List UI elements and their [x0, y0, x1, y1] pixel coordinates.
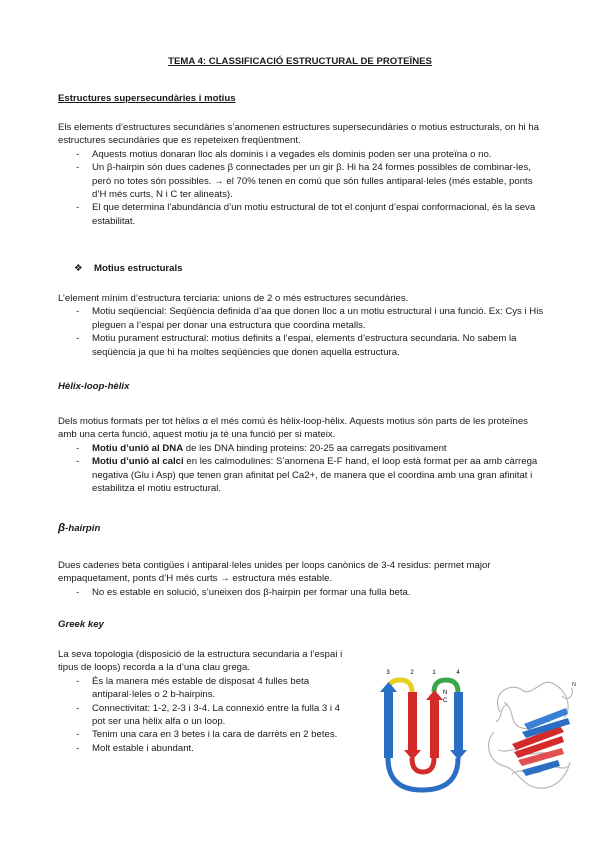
ribbon-n-label: N [572, 682, 576, 688]
term-dna-binding: Motiu d’unió al DNA [92, 442, 184, 454]
list-item: - Motiu purament estructural: motius definits a l’espai, elements d’estructura secundaria. No sabem la seqüència ja que hi ha moltes seqüències que donen aquella estructura. [58, 332, 546, 359]
section-supersecondary-body [58, 121, 546, 228]
section-heading-greek-key: Greek key [58, 619, 104, 630]
list-item [58, 442, 546, 455]
list-motifs [58, 305, 546, 359]
list-hlh [58, 442, 546, 496]
heading-rest: -hairpin [65, 523, 101, 534]
list-item: - No es estable en solució, s’uneixen dos β-hairpin per formar una fulla beta. [58, 586, 546, 599]
section-greek-key [58, 618, 546, 631]
term-dna-binding-desc: de les DNA binding proteins: 20-25 aa carregats positivament [183, 442, 447, 454]
list-item: - Un β-hairpin són dues cadenes β connectades per un gir β. Hi ha 24 formes possibles de combinar-les, però no totes són possibles. → el 70% tenen en comú que són fulles antiparal·leles (més estable, ponts d’H més curts, N i C ter alineats). [58, 161, 546, 201]
term-calcium-binding-desc: en les calmodulines: S’anomena E-F hand, el loop està format per aa amb càrrega negativa (Glu i Asp) que tenen gran afinitat pel Ca2+, de manera que el coordina amb una gran afinitat i estabilitza el motiu estructural. [92, 456, 538, 495]
list-item [58, 455, 546, 495]
section-structural-motifs-body [58, 292, 546, 359]
list-item: - Tenim una cara en 3 betes i la cara de darrèts en 2 betes. [58, 728, 354, 741]
list-hairpin [58, 586, 546, 599]
strand-2-arrowhead [404, 750, 421, 760]
greek-key-topology-diagram [380, 670, 467, 790]
loop-bottom-red [412, 758, 434, 772]
list-item: - Aquests motius donaran lloc als dominis i a vegades els dominis poden ser una proteïna o no. [58, 148, 546, 161]
greek-key-figure [372, 662, 582, 802]
c-terminus-label: C [442, 698, 448, 704]
paragraph-hairpin-intro: Dues cadenes beta contigües i antiparal·leles unides per loops canònics de 3-4 residus: permet major empaquetament, ponts d’H més curts → estructura més estable. [58, 560, 491, 585]
section-beta-hairpin [58, 522, 546, 535]
section-hlh-body [58, 415, 546, 495]
paragraph-motifs-intro: L’element mínim d’estructura terciaria: unions de 2 o més estructures secundàries. [58, 293, 409, 304]
section-heading-beta-hairpin [58, 522, 546, 535]
strand-label: 1 [432, 670, 436, 676]
term-calcium-binding: Motiu d’unió al calci [92, 456, 184, 468]
section-heading-hlh: Hèlix-loop-hèlix [58, 381, 130, 392]
strand-label: 2 [410, 670, 414, 676]
list-item: - El que determina l’abundància d’un motiu estructural de tot el conjunt d’espai conformacional, és la seva estabilitat. [58, 201, 546, 228]
section-supersecondary [58, 92, 546, 105]
section-beta-hairpin-body [58, 559, 546, 599]
paragraph-hlh-intro: Dels motius formats per tot hèlixs α el més comú és hèlix-loop-hèlix. Aquests motius són parts de les proteïnes amb una certa funció, aquest motiu ja té una funció per si mateix. [58, 416, 528, 441]
section-greek-key-body [58, 648, 354, 755]
n-terminus-label: N [442, 690, 448, 696]
list-item: - Molt estable i abundant. [58, 742, 354, 755]
list-item: - Connectivitat: 1-2, 2-3 i 3-4. La connexió entre la fulla 3 i 4 pot ser una hèlix alfa o un loop. [58, 702, 354, 729]
diamond-bullet-icon: ❖ [74, 263, 83, 274]
strand-3 [384, 692, 393, 758]
greek-key-diagram [372, 662, 582, 802]
paragraph-greek-key-intro: La seva topologia (disposició de la estructura secundaria a l’espai i tipus de loops) recorda a la d’una clau grega. [58, 649, 343, 674]
beta-symbol: β [58, 522, 66, 534]
strand-4 [454, 692, 463, 750]
strand-label: 3 [386, 670, 390, 676]
strand-label: 4 [456, 670, 460, 676]
subheading-structural-motifs [74, 262, 183, 275]
strand-4-arrowhead [450, 750, 467, 760]
list-item: - Motiu seqüencial: Seqüència definida d’aa que donen lloc a un motiu estructural i una funció. Ex: Cys i His pleguen a l’espai per donar una estructura que coordina metalls. [58, 305, 546, 332]
paragraph-supersecondary-intro: Els elements d’estructures secundàries s’anomenen estructures supersecundàries o motius estructurals, on hi ha estructures secundàries que es repeteixen freqüentment. [58, 122, 539, 147]
strand-1 [430, 700, 439, 758]
section-heading-supersecondary: Estructures supersecundàries i motius [58, 93, 236, 104]
list-item: - És la manera més estable de disposat 4 fulles beta antiparal·leles o 2 b-hairpins. [58, 675, 354, 702]
greek-key-3d-strands [512, 682, 576, 776]
subheading-text: Motius estructurals [94, 263, 183, 274]
strand-1-arrowhead [426, 690, 443, 700]
page-title: TEMA 4: CLASSIFICACIÓ ESTRUCTURAL DE PROTEÏNES [168, 56, 432, 67]
section-helix-loop-helix [58, 380, 546, 393]
list-supersecondary [58, 148, 546, 228]
strand-2 [408, 692, 417, 750]
list-greek-key [58, 675, 354, 755]
